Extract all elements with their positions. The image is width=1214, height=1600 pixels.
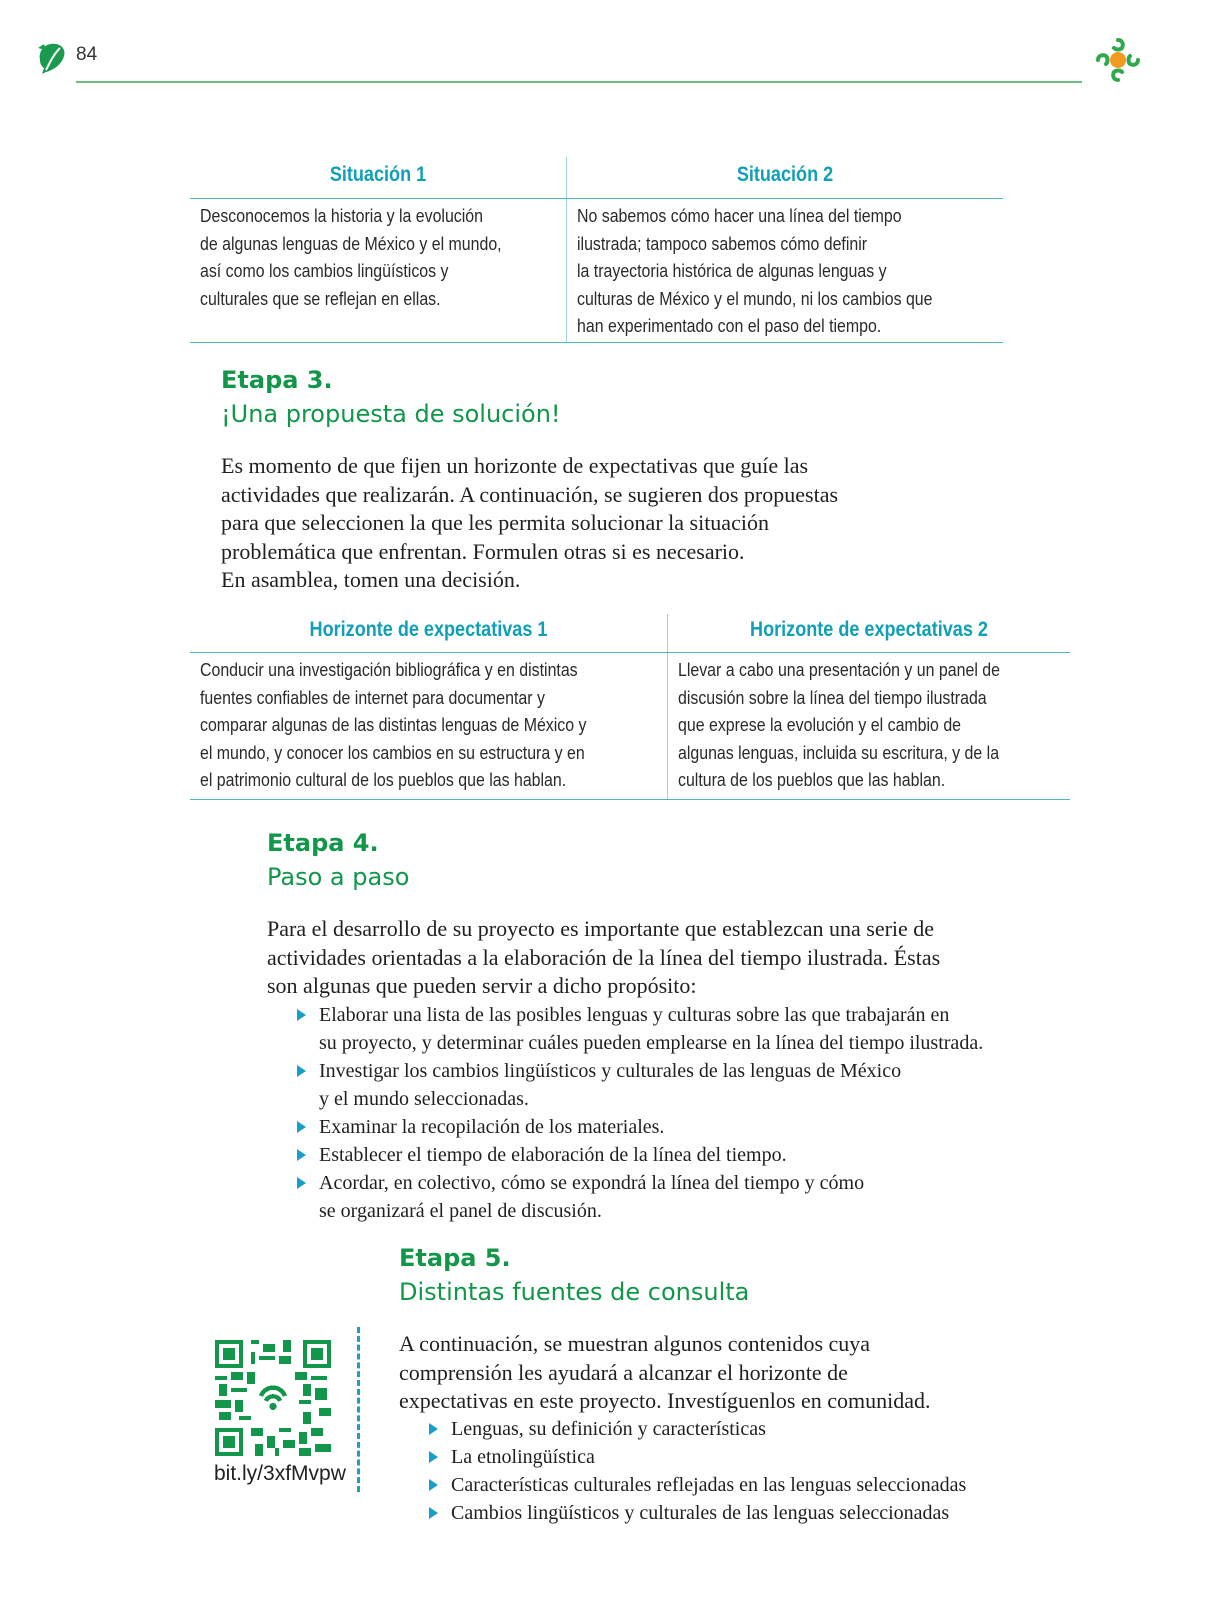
etapa-4-subtitle: Paso a paso: [267, 863, 410, 891]
flower-logo-icon: [1092, 34, 1144, 86]
expectation-2-title: Horizonte de expectativas 2: [750, 618, 988, 641]
expectations-table: [190, 614, 1070, 800]
list-item: Examinar la recopilación de los materiales.: [293, 1113, 1033, 1141]
situation-1-title: Situación 1: [329, 163, 427, 186]
situation-1-text: Desconocemos la historia y la evolución de algunas lenguas de México y el mundo, así como los cambios lingüísticos y culturales que se reflejan en ellas.: [200, 205, 502, 309]
situation-1-column: [190, 157, 566, 343]
etapa-3-paragraph: Es momento de que fijen un horizonte de expectativas que guíe las actividades que realizarán. A continuación, se sugieren dos propuestas para que seleccionen la que les permita solucionar la situación problemática que enfrentan. Formulen otras si es necesario. En asamblea, tomen una decisión.: [221, 453, 839, 592]
etapa-5-bullets: [425, 1415, 1125, 1527]
expectation-1-text: Conducir una investigación bibliográfica y en distintas fuentes confiables de internet para documentar y comparar algunas de las distintas lenguas de México y el mundo, y conocer los cambios en su estructura y en el patrimonio cultural de los pueblos que las hablan.: [200, 659, 587, 790]
list-item: Acordar, en colectivo, cómo se expondrá la línea del tiempo y cómo se organizará el panel de discusión.: [293, 1169, 1033, 1225]
expectation-2-text: Llevar a cabo una presentación y un panel de discusión sobre la línea del tiempo ilustrada que exprese la evolución y el cambio de algunas lenguas, incluida su escritura, y de la cultura de los pueblos que las hablan.: [678, 659, 1000, 790]
etapa-5-paragraph: A continuación, se muestran algunos contenidos cuya comprensión les ayudará a alcanzar el horizonte de expectativas en este proyecto. Investíguenlos en comunidad.: [399, 1331, 931, 1413]
list-item: Elaborar una lista de las posibles lenguas y culturas sobre las que trabajarán en su proyecto, y determinar cuáles pueden emplearse en la línea del tiempo ilustrada.: [293, 1001, 1033, 1057]
etapa-5-heading: [399, 1241, 749, 1309]
list-item: Características culturales reflejadas en las lenguas seleccionadas: [425, 1471, 1125, 1499]
situation-2-text: No sabemos cómo hacer una línea del tiempo ilustrada; tampoco sabemos cómo definir la trayectoria histórica de algunas lenguas y culturas de México y el mundo, ni los cambios que han experimentado con el paso del tiempo.: [577, 205, 933, 336]
qr-link-url[interactable]: bit.ly/3xfMvpw: [214, 1462, 346, 1485]
expectation-2-column: [668, 614, 1070, 800]
etapa-4-bullets: [293, 1001, 1033, 1225]
situation-2-title: Situación 2: [736, 163, 834, 186]
qr-code-icon[interactable]: [215, 1340, 331, 1456]
etapa-5-title: Etapa 5.: [399, 1244, 511, 1272]
leaf-icon: [36, 40, 68, 76]
list-item: Establecer el tiempo de elaboración de la línea del tiempo.: [293, 1141, 1033, 1169]
dashed-divider: [357, 1327, 360, 1492]
list-item: Investigar los cambios lingüísticos y culturales de las lenguas de México y el mundo seleccionadas.: [293, 1057, 1033, 1113]
list-item: La etnolingüística: [425, 1443, 1125, 1471]
situation-2-column: [567, 157, 1003, 343]
expectation-1-title: Horizonte de expectativas 1: [309, 618, 548, 641]
etapa-4-paragraph: Para el desarrollo de su proyecto es importante que establezcan una serie de actividades orientadas a la elaboración de la línea del tiempo ilustrada. Éstas son algunas que pueden servir a dicho propósito:: [267, 916, 941, 998]
header-rule: [76, 81, 1082, 83]
etapa-4-heading: [267, 826, 409, 894]
etapa-3-title: Etapa 3.: [221, 366, 333, 394]
etapa-5-subtitle: Distintas fuentes de consulta: [399, 1278, 750, 1306]
etapa-3-subtitle: ¡Una propuesta de solución!: [221, 400, 561, 428]
situations-table: [190, 157, 1003, 343]
page-number: 84: [76, 44, 98, 65]
list-item: Cambios lingüísticos y culturales de las lenguas seleccionadas: [425, 1499, 1125, 1527]
list-item: Lenguas, su definición y características: [425, 1415, 1125, 1443]
etapa-3-heading: [221, 363, 561, 431]
etapa-4-title: Etapa 4.: [267, 829, 379, 857]
expectation-1-column: [190, 614, 667, 800]
